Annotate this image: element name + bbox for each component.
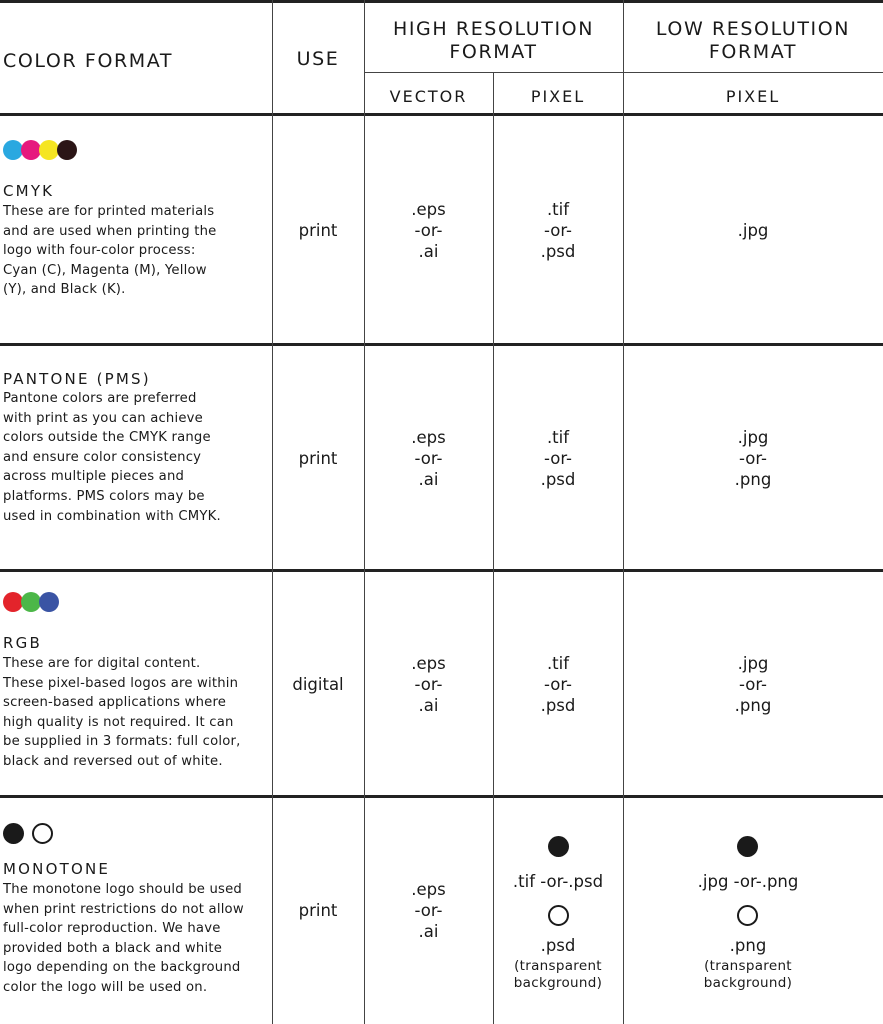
yellow-swatch (39, 140, 59, 160)
format-ext: .tif (546, 427, 570, 447)
desc-line: black and reversed out of white. (3, 753, 223, 769)
low-white-format: .png (729, 936, 767, 955)
format-ext: .psd (540, 695, 576, 715)
monotone-title: MONOTONE (3, 860, 111, 878)
monotone-description (3, 880, 265, 998)
header-color-format (0, 50, 272, 73)
use-value: digital (292, 674, 344, 694)
format-ext: .tif (546, 653, 570, 673)
format-or: -or- (543, 448, 573, 468)
desc-line: and are used when printing the (3, 223, 217, 239)
header-pixel-high: PIXEL (530, 87, 586, 106)
low-white-dot (737, 905, 758, 926)
cmyk-description (3, 202, 265, 300)
format-or: -or- (414, 901, 443, 920)
mono-black-swatch (3, 823, 24, 844)
pantone-vector (364, 345, 493, 571)
pixel-black-formats: .tif -or-.psd (512, 872, 604, 891)
note-line: background) (703, 975, 793, 991)
format-ext: .eps (411, 880, 446, 899)
cmyk-use (272, 115, 364, 345)
format-ext: .eps (411, 427, 446, 447)
desc-line: platforms. PMS colors may be (3, 488, 205, 504)
green-swatch (21, 592, 41, 612)
format-or: -or- (543, 220, 573, 240)
pantone-use (272, 345, 364, 571)
pixel-transparent-note (493, 958, 623, 992)
table-top-rule (0, 0, 883, 3)
header-high-res-line1: HIGH RESOLUTION (392, 18, 595, 40)
header-low-res-line1: LOW RESOLUTION (655, 18, 851, 40)
blue-swatch (39, 592, 59, 612)
magenta-swatch (21, 140, 41, 160)
format-ext: .jpg (737, 653, 769, 673)
format-ext: .ai (418, 922, 439, 941)
pantone-pixel (493, 345, 623, 571)
header-high-resolution (364, 18, 623, 64)
cmyk-low (623, 115, 883, 345)
pantone-title: PANTONE (PMS) (3, 370, 151, 388)
format-ext: .png (734, 469, 772, 489)
desc-line: provided both a black and white (3, 940, 223, 956)
desc-line: (Y), and Black (K). (3, 282, 126, 298)
desc-line: Pantone colors are preferred (3, 391, 197, 406)
pixel-white-dot (548, 905, 569, 926)
rgb-pixel (493, 571, 623, 797)
use-value: print (298, 448, 338, 468)
format-ext: .eps (411, 199, 446, 219)
desc-line: Cyan (C), Magenta (M), Yellow (3, 262, 207, 278)
desc-line: These are for printed materials (3, 204, 215, 219)
format-ext: .tif (546, 199, 570, 219)
desc-line: colors outside the CMYK range (3, 430, 211, 446)
desc-line: across multiple pieces and (3, 469, 185, 485)
format-ext: .eps (411, 653, 446, 673)
header-pixel-low: PIXEL (725, 87, 781, 106)
mono-white-swatch (32, 823, 53, 844)
desc-line: These are for digital content. (3, 656, 201, 671)
desc-line: be supplied in 3 formats: full color, (3, 734, 241, 750)
rgb-description (3, 654, 265, 772)
format-ext: .jpg (737, 220, 769, 240)
format-or: -or- (414, 448, 443, 468)
rgb-title: RGB (3, 634, 42, 652)
low-black-dot (737, 836, 758, 857)
cmyk-title: CMYK (3, 182, 55, 200)
cmyk-vector (364, 115, 493, 345)
pantone-description (3, 389, 265, 526)
use-value: print (298, 220, 338, 240)
pantone-low (623, 345, 883, 571)
desc-line: These pixel-based logos are within (3, 675, 239, 691)
rgb-use (272, 571, 364, 797)
header-high-res-line2: FORMAT (449, 41, 538, 63)
format-or: -or- (738, 448, 768, 468)
format-or: -or- (738, 674, 768, 694)
format-ext: .ai (418, 241, 439, 261)
header-vector: VECTOR (389, 87, 468, 106)
desc-line: when print restrictions do not allow (3, 901, 244, 917)
format-ext: .jpg (737, 427, 769, 447)
use-value: print (298, 901, 338, 920)
desc-line: full-color reproduction. We have (3, 921, 221, 937)
desc-line: high quality is not required. It can (3, 714, 234, 730)
cyan-swatch (3, 140, 23, 160)
format-ext: .png (734, 695, 772, 715)
header-use: USE (296, 48, 340, 70)
pixel-white-format: .psd (540, 936, 576, 955)
monotone-vector (364, 797, 493, 1024)
desc-line: screen-based applications where (3, 695, 227, 711)
desc-line: used in combination with CMYK. (3, 508, 221, 524)
format-or: -or- (543, 674, 573, 694)
rgb-low (623, 571, 883, 797)
format-ext: .ai (418, 695, 439, 715)
desc-line: with print as you can achieve (3, 410, 203, 426)
low-black-formats: .jpg -or-.png (697, 872, 799, 891)
cmyk-pixel (493, 115, 623, 345)
desc-line: logo with four-color process: (3, 243, 196, 259)
format-or: -or- (414, 674, 443, 694)
note-line: (transparent (704, 958, 792, 974)
note-line: background) (513, 975, 603, 991)
low-transparent-note (623, 958, 873, 992)
desc-line: The monotone logo should be used (3, 882, 242, 897)
pixel-black-dot (548, 836, 569, 857)
header-low-res-line2: FORMAT (708, 41, 798, 63)
format-ext: .psd (540, 241, 576, 261)
format-ext: .ai (418, 469, 439, 489)
header-color-format-label: COLOR FORMAT (3, 50, 174, 72)
note-line: (transparent (514, 958, 602, 974)
red-swatch (3, 592, 23, 612)
monotone-use (272, 797, 364, 1024)
format-or: -or- (414, 220, 443, 240)
desc-line: color the logo will be used on. (3, 979, 208, 995)
black-swatch (57, 140, 77, 160)
desc-line: logo depending on the background (3, 960, 241, 976)
desc-line: and ensure color consistency (3, 449, 202, 465)
rgb-vector (364, 571, 493, 797)
format-ext: .psd (540, 469, 576, 489)
header-low-resolution (623, 18, 883, 64)
